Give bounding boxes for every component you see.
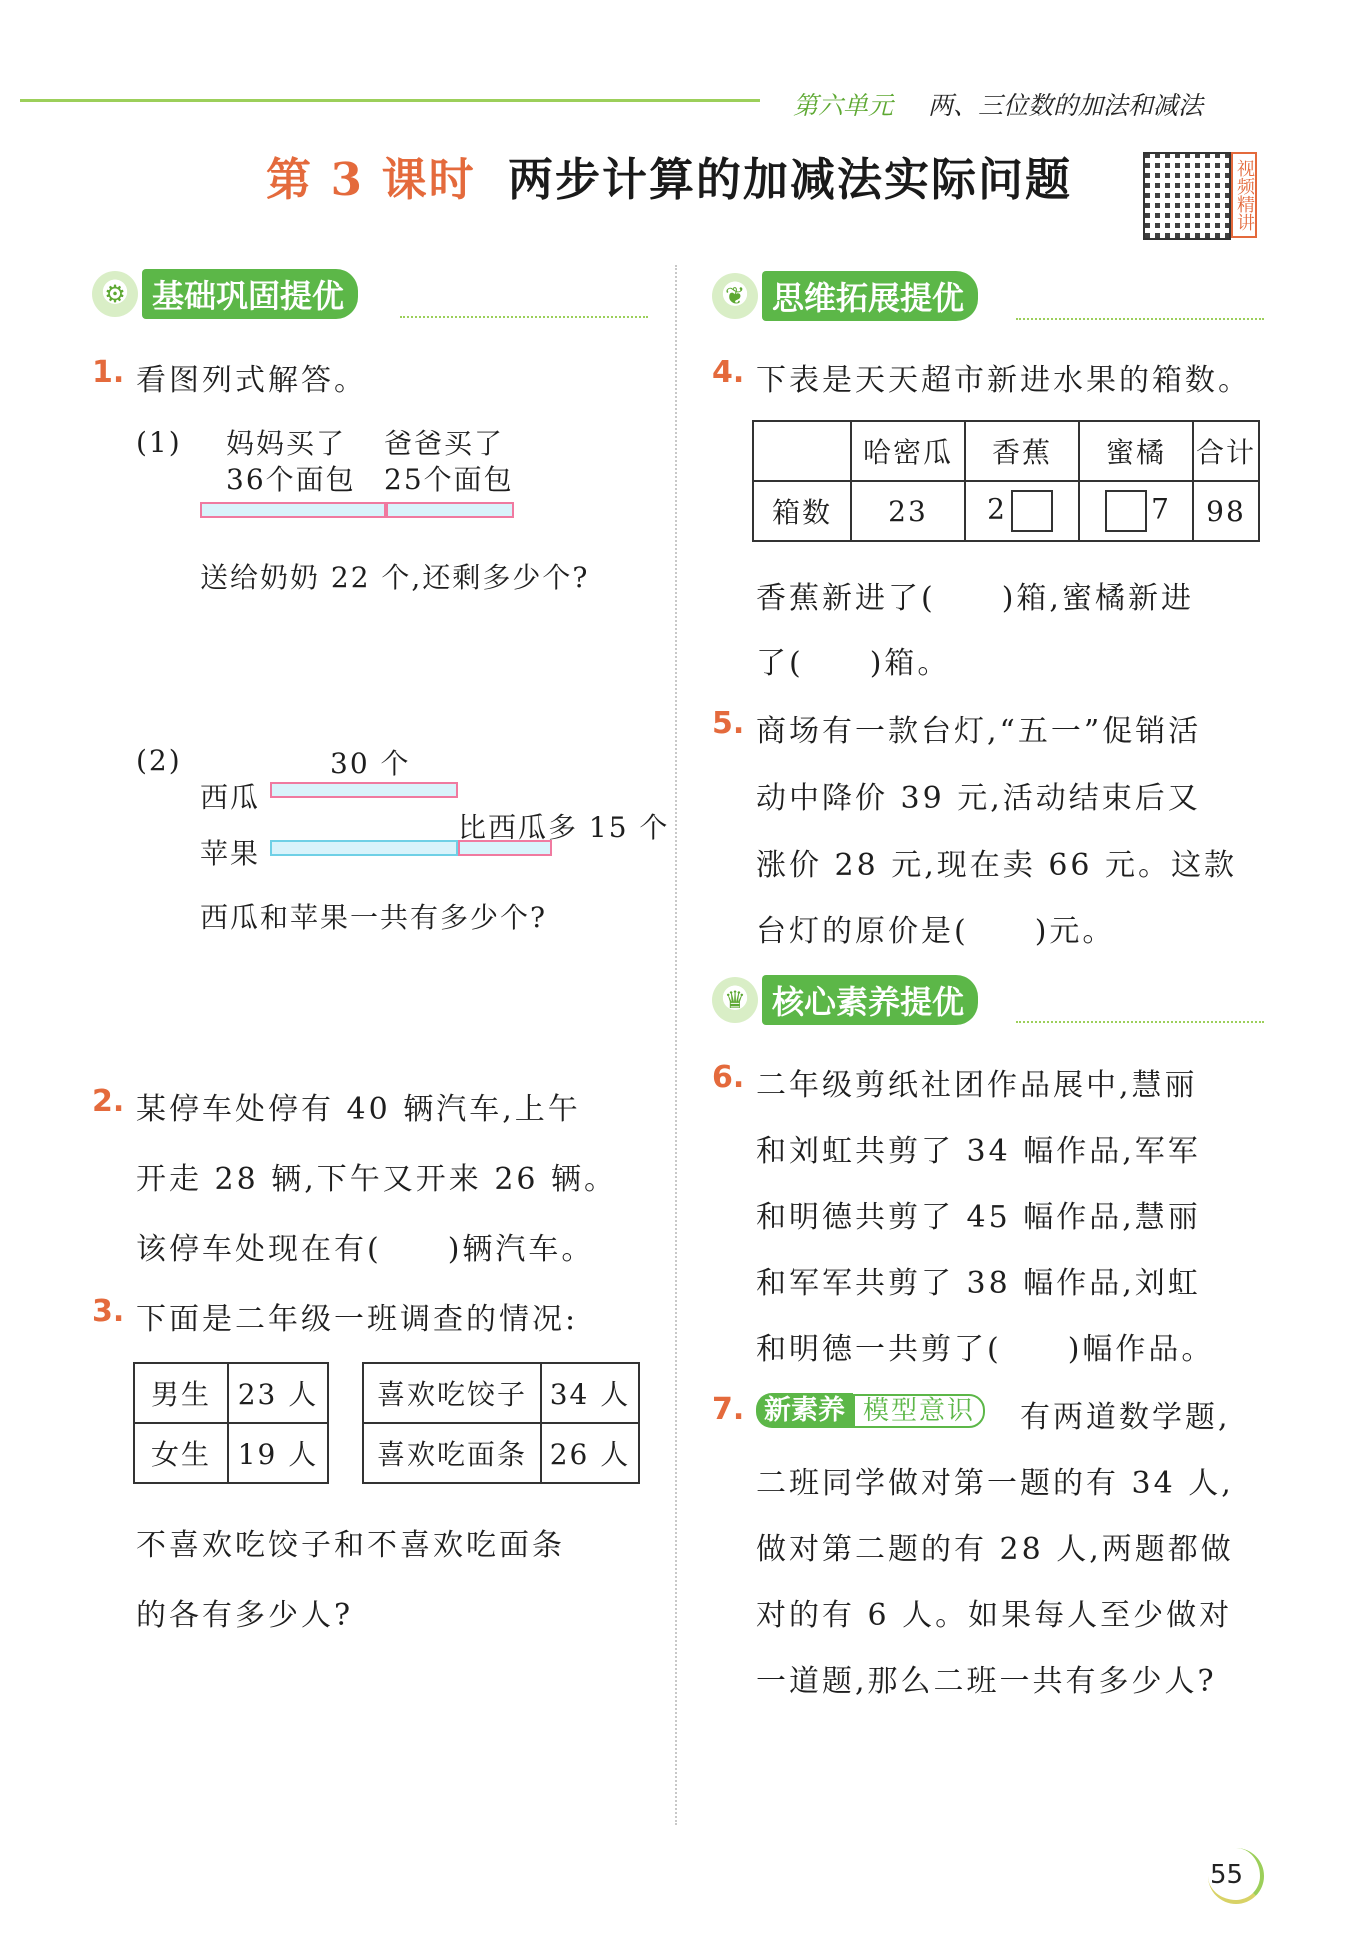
lesson-number: 第 3 课时: [266, 153, 476, 206]
question-text: 动中降价 39 元,活动结束后又: [756, 781, 1201, 816]
page-number: 55: [1210, 1860, 1244, 1890]
question-text: 二班同学做对第一题的有 34 人,: [756, 1466, 1234, 1501]
subquestion-label: (2): [136, 744, 182, 777]
question-number: 5.: [712, 706, 745, 741]
unit-topic: 两、三位数的加法和减法: [928, 91, 1204, 120]
tape-diagram-segment: [200, 502, 386, 518]
table-row: 箱数 23 2 7 98: [753, 481, 1259, 541]
diagram-label: 爸爸买了: [384, 427, 505, 460]
diagram-label: 西瓜: [200, 781, 261, 814]
section-rule: [1016, 1021, 1264, 1023]
question-text: 了( )箱。: [756, 646, 951, 681]
section-basic-banner: ⚙ 基础巩固提优: [92, 272, 358, 316]
orange-cell: 7: [1079, 481, 1193, 541]
section-core-banner: ♛ 核心素养提优: [712, 978, 978, 1022]
diagram-label: 30 个: [330, 747, 411, 780]
section-rule: [400, 316, 648, 318]
diagram-label: 妈妈买了: [226, 427, 347, 460]
header-rule: [20, 99, 760, 102]
sprout-icon: ❦: [712, 273, 758, 319]
question-text: 二年级剪纸社团作品展中,慧丽: [756, 1068, 1198, 1103]
question-text: 看图列式解答。: [136, 363, 367, 398]
question-number: 2.: [92, 1084, 125, 1119]
orange-blank[interactable]: [1105, 490, 1147, 532]
table-row: 男生 23 人: [134, 1363, 328, 1423]
question-number: 1.: [92, 355, 125, 390]
question-text: 的各有多少人?: [136, 1598, 354, 1633]
question-text: 开走 28 辆,下午又开来 26 辆。: [136, 1162, 618, 1197]
question-text: 香蕉新进了( )箱,蜜橘新进: [756, 581, 1194, 616]
question-text: 和军军共剪了 38 幅作品,刘虹: [756, 1266, 1201, 1301]
question-text: 一道题,那么二班一共有多少人?: [756, 1664, 1217, 1699]
question-text: 某停车处停有 40 辆汽车,上午: [136, 1092, 581, 1127]
table-row: 喜欢吃面条 26 人: [363, 1423, 639, 1483]
question-text: 该停车处现在有( )辆汽车。: [136, 1232, 595, 1267]
subquestion-label: (1): [136, 426, 182, 459]
qr-code-icon[interactable]: [1143, 152, 1231, 240]
lesson-title: 两步计算的加减法实际问题: [508, 153, 1073, 206]
survey-table-food: [362, 1362, 640, 1484]
question-number: 3.: [92, 1294, 125, 1329]
question-text: 下面是二年级一班调查的情况:: [136, 1302, 579, 1337]
section-rule: [1016, 318, 1264, 320]
question-text: 有两道数学题,: [1020, 1400, 1231, 1435]
diagram-label: 25个面包: [384, 463, 514, 496]
question-text: 台灯的原价是( )元。: [756, 914, 1116, 949]
table-row: 喜欢吃饺子 34 人: [363, 1363, 639, 1423]
question-text: 不喜欢吃饺子和不喜欢吃面条: [136, 1528, 565, 1563]
trophy-icon: ♛: [712, 977, 758, 1023]
question-text: 和刘虹共剪了 34 幅作品,军军: [756, 1134, 1201, 1169]
banana-blank[interactable]: [1011, 490, 1053, 532]
question-number: 4.: [712, 355, 745, 390]
question-text: 商场有一款台灯,“五一”促销活: [756, 714, 1202, 749]
question-text: 对的有 6 人。如果每人至少做对: [756, 1598, 1233, 1633]
diagram-label: 36个面包: [226, 463, 356, 496]
survey-table-gender: [133, 1362, 329, 1484]
question-text: 西瓜和苹果一共有多少个?: [200, 901, 548, 934]
question-text: 送给奶奶 22 个,还剩多少个?: [200, 561, 590, 594]
table-row: 哈密瓜 香蕉 蜜橘 合计: [753, 421, 1259, 481]
question-number: 6.: [712, 1060, 745, 1095]
gear-icon: ⚙: [92, 271, 138, 317]
banana-cell: 2: [965, 481, 1079, 541]
tape-apple: [270, 840, 458, 856]
table-row: 女生 19 人: [134, 1423, 328, 1483]
qr-video-tag: 视频精讲: [1231, 152, 1257, 238]
unit-label: 第六单元: [793, 91, 894, 120]
question-text: 做对第二题的有 28 人,两题都做: [756, 1532, 1234, 1567]
fruit-table: [752, 420, 1260, 542]
tape-watermelon: [270, 782, 458, 798]
tape-diagram-segment: [386, 502, 514, 518]
diagram-label: 苹果: [200, 837, 261, 870]
diagram-label: 比西瓜多 15 个: [458, 811, 670, 844]
question-text: 和明德一共剪了( )幅作品。: [756, 1332, 1215, 1367]
question-number: 7.: [712, 1392, 745, 1427]
question-text: 涨价 28 元,现在卖 66 元。这款: [756, 848, 1238, 883]
column-divider: [675, 265, 677, 1825]
section-thinking-banner: ❦ 思维拓展提优: [712, 274, 978, 318]
question-text: 和明德共剪了 45 幅作品,慧丽: [756, 1200, 1201, 1235]
q7-tag: 新素养 模型意识: [756, 1388, 985, 1427]
question-text: 下表是天天超市新进水果的箱数。: [756, 363, 1251, 398]
